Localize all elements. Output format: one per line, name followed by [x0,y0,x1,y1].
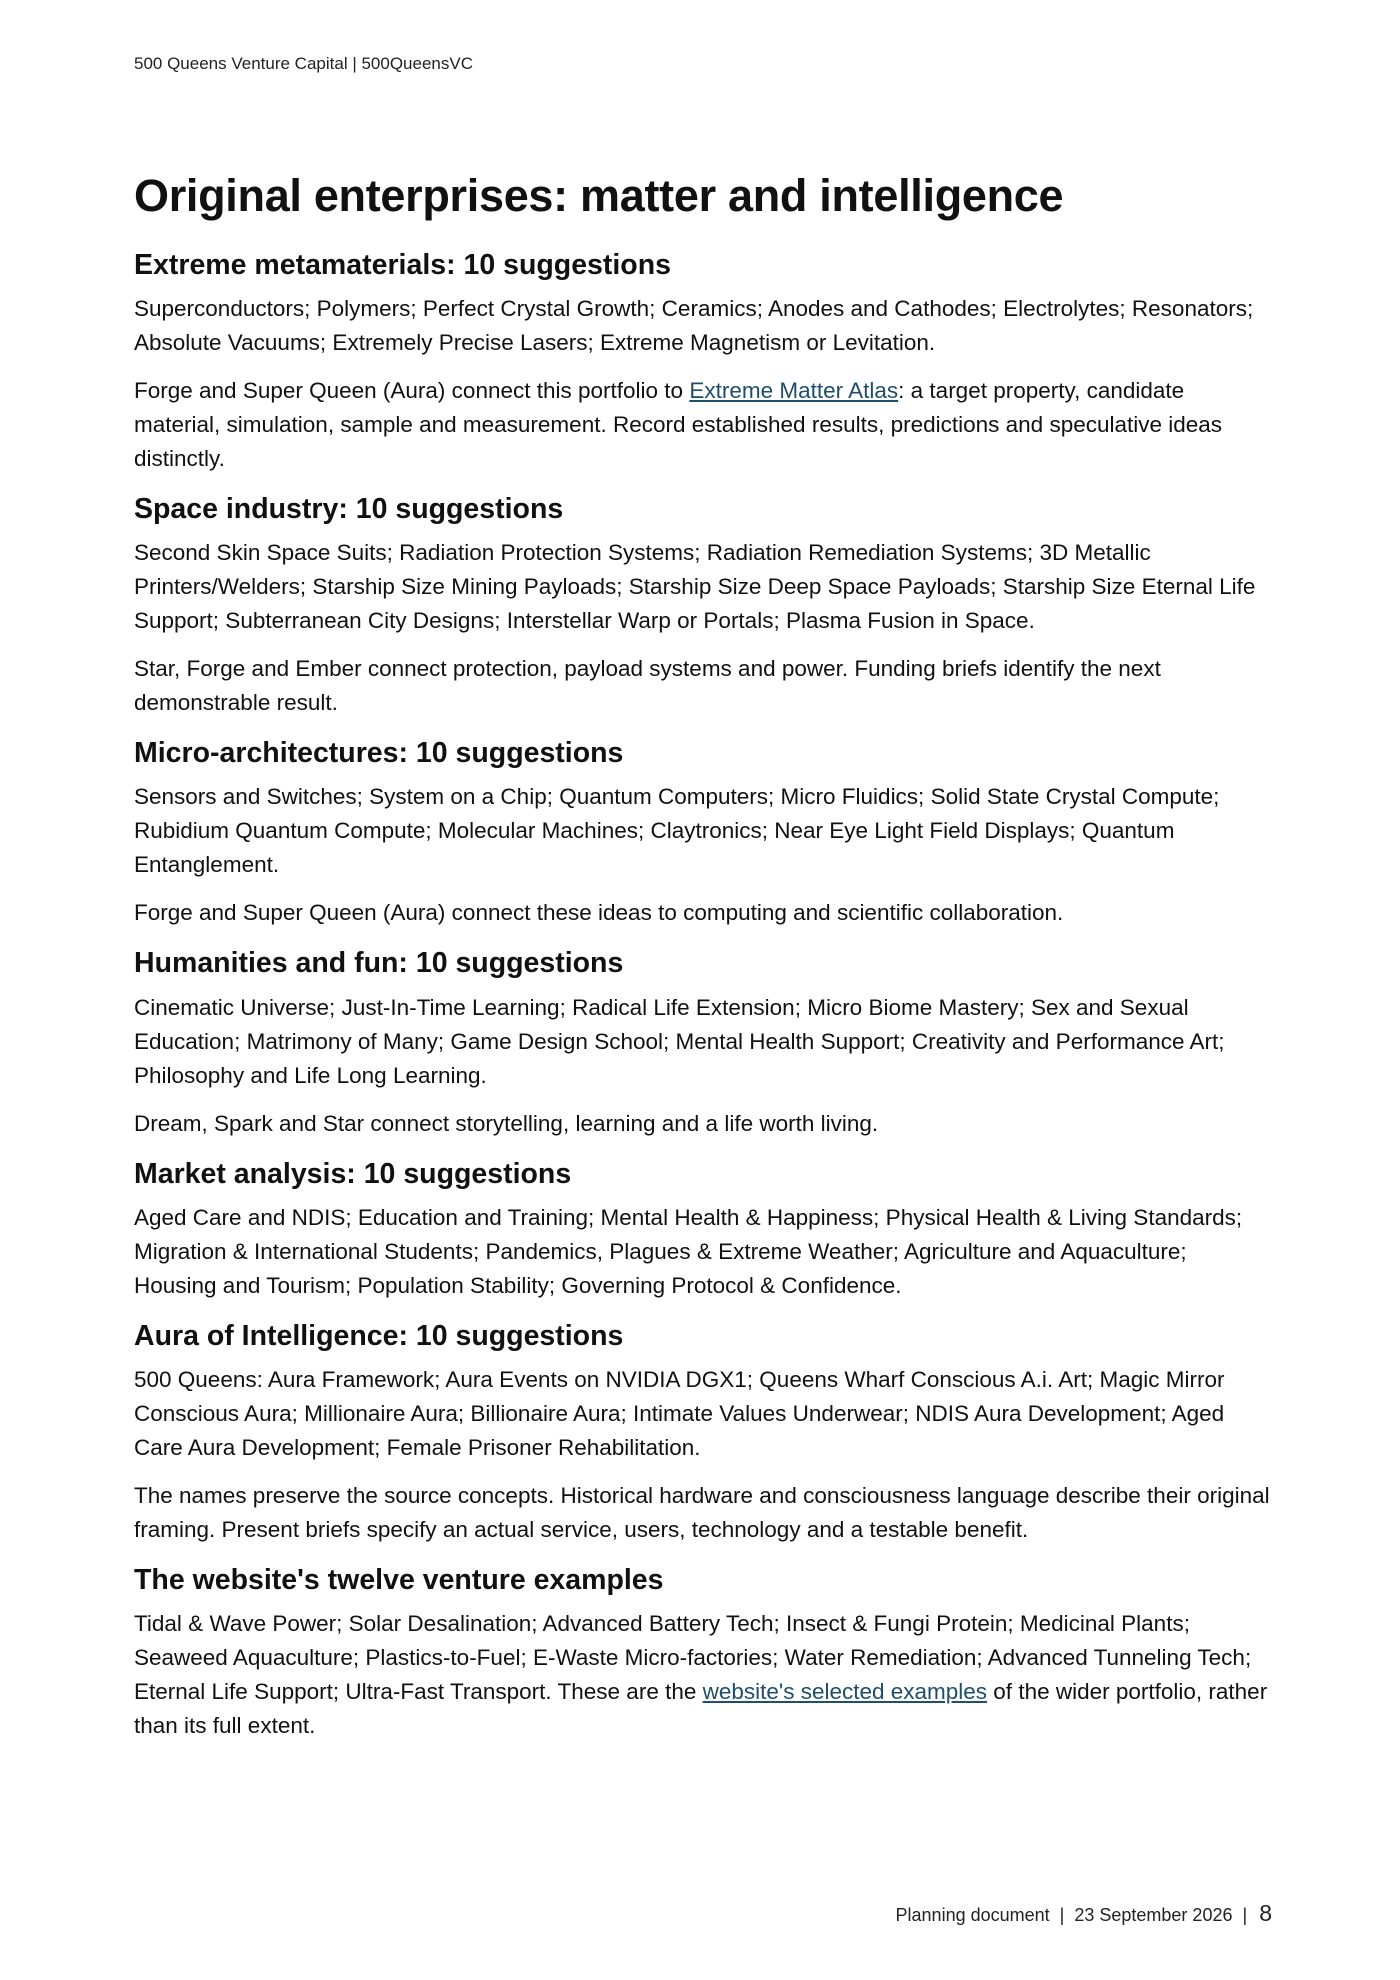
footer-date: 23 September 2026 [1074,1905,1233,1925]
items-text: Tidal & Wave Power; Solar Desalination; Advanced Battery Tech; Insect & Fungi Protein; Medicinal Plants; Seaweed Aquaculture; Plastics-to-Fuel; E-Waste Micro-factories; Water Remediation; Advanced Tunneling Tech; Eternal Life Support; Ultra-Fast Transport. These are the [134,1611,1252,1705]
page-footer [896,1900,1272,1927]
section-micro [134,736,1274,930]
section-humanities [134,946,1274,1140]
footer-label: Planning document [895,1905,1050,1925]
section-items: Second Skin Space Suits; Radiation Protection Systems; Radiation Remediation Systems; 3D Metallic Printers/Welders; Starship Size Mining Payloads; Starship Size Deep Space Payloads; Starship Size Eternal Life Support; Subterranean City Designs; Interstellar Warp or Portals; Plasma Fusion in Space. [134,540,1256,634]
section-aura [134,1319,1274,1547]
page-title: Original enterprises: matter and intelligence [134,170,1064,221]
website-examples-link[interactable]: website's selected examples [702,1679,988,1705]
note-text: Forge and Super Queen (Aura) connect this portfolio to [134,377,690,403]
section-heading: Market analysis: 10 suggestions [134,1157,572,1190]
section-market [134,1157,1274,1303]
section-heading: Space industry: 10 suggestions [134,492,564,525]
section-heading: The website's twelve venture examples [134,1563,664,1596]
footer-separator: | [1242,1905,1248,1925]
section-heading: Aura of Intelligence: 10 suggestions [134,1319,624,1352]
section-items: Aged Care and NDIS; Education and Training; Mental Health & Happiness; Physical Health & Living Standards; Migration & International Students; Pandemics, Plagues & Extreme Weather; Agriculture and Aquaculture; Housing and Tourism; Population Stability; Governing Protocol & Confidence. [134,1204,1243,1298]
extreme-matter-atlas-link[interactable]: Extreme Matter Atlas [689,377,899,403]
section-items [134,1607,1274,1743]
section-heading: Humanities and fun: 10 suggestions [134,947,624,980]
section-heading: Micro-architectures: 10 suggestions [134,737,624,770]
section-note: Forge and Super Queen (Aura) connect these ideas to computing and scientific collaboration. [134,900,1064,926]
section-note [134,374,1274,476]
items-text: of the wider portfolio, rather than its full extent. [134,1679,1268,1739]
section-note: Dream, Spark and Star connect storytelling, learning and a life worth living. [134,1110,879,1136]
section-items: Cinematic Universe; Just-In-Time Learning; Radical Life Extension; Micro Biome Mastery; Sex and Sexual Education; Matrimony of Many; Game Design School; Mental Health Support; Creativity and Performance Art; Philosophy and Life Long Learning. [134,994,1225,1088]
running-header: 500 Queens Venture Capital | 500QueensVC [134,54,473,73]
section-items: 500 Queens: Aura Framework; Aura Events on NVIDIA DGX1; Queens Wharf Conscious A.i. Art; Magic Mirror Conscious Aura; Millionaire Aura; Billionaire Aura; Intimate Values Underwear; NDIS Aura Development; Aged Care Aura Development; Female Prisoner Rehabilitation. [134,1366,1225,1460]
section-items: Sensors and Switches; System on a Chip; Quantum Computers; Micro Fluidics; Solid State Crystal Compute; Rubidium Quantum Compute; Molecular Machines; Claytronics; Near Eye Light Field Displays; Quantum Entanglement. [134,784,1220,878]
footer-separator: | [1059,1905,1065,1925]
section-website [134,1563,1274,1743]
note-text: : a target property, candidate material, simulation, sample and measurement. Record established results, predictions and speculative ideas distinctly. [134,377,1223,471]
section-heading: Extreme metamaterials: 10 suggestions [134,248,671,281]
section-note: Star, Forge and Ember connect protection, payload systems and power. Funding briefs identify the next demonstrable result. [134,656,1161,716]
section-space [134,492,1274,720]
page-content [134,170,1274,1757]
section-metamaterials [134,248,1274,476]
section-note: The names preserve the source concepts. Historical hardware and consciousness language describe their original framing. Present briefs specify an actual service, users, technology and a testable benefit. [134,1482,1270,1542]
page-number: 8 [1259,1900,1272,1926]
section-items: Superconductors; Polymers; Perfect Crystal Growth; Ceramics; Anodes and Cathodes; Electrolytes; Resonators; Absolute Vacuums; Extremely Precise Lasers; Extreme Magnetism or Levitation. [134,295,1254,355]
